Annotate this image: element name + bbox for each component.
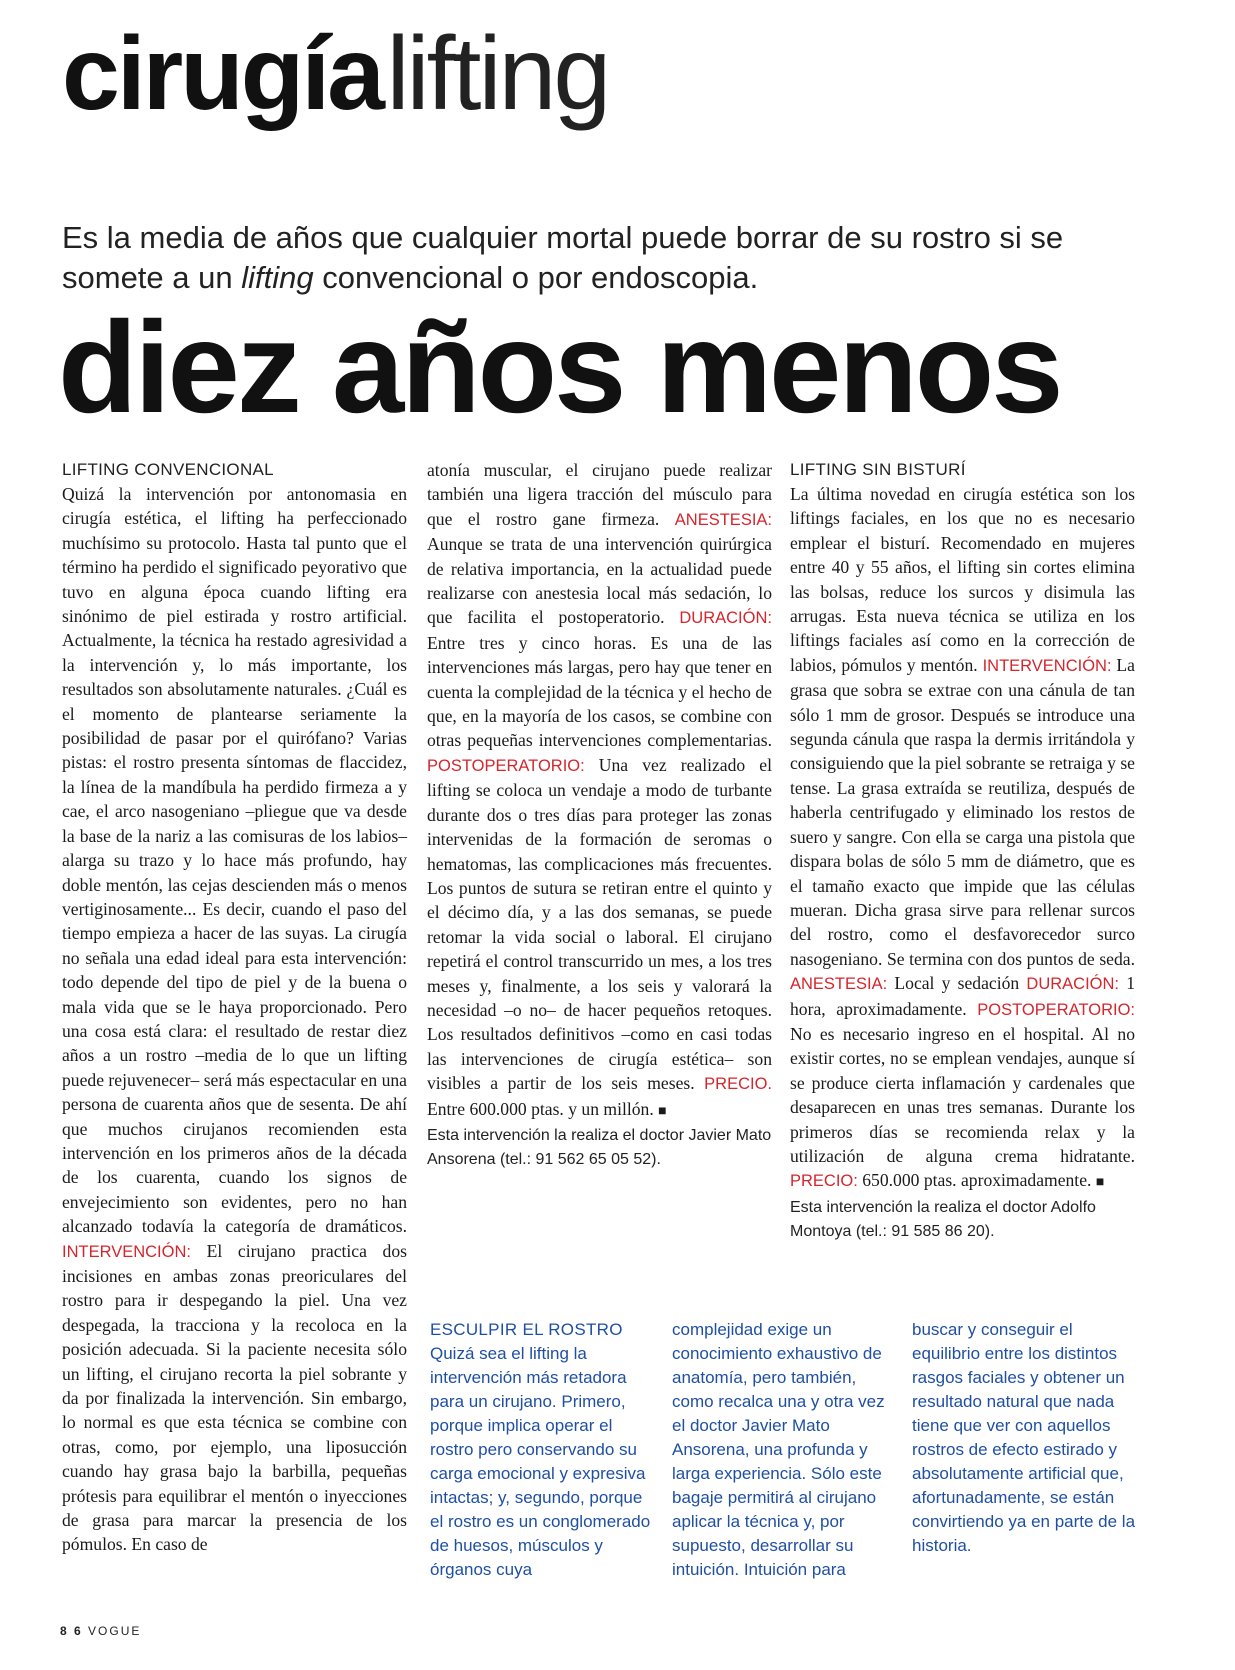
end-mark: ■ (658, 1103, 667, 1119)
subsection-heading: LIFTING SIN BISTURÍ (790, 460, 966, 479)
label-duracion: DURACIÓN: (679, 609, 772, 628)
column-2 (427, 458, 772, 1172)
lead-text-start: Es la media de años que cualquier mortal puede borrar de su rostro si se somete a un (62, 220, 1064, 295)
body-paragraph (62, 482, 407, 1557)
page-number: 8 6 (60, 1624, 83, 1638)
sidebar-column-2 (672, 1318, 902, 1582)
section-title (62, 16, 609, 142)
label-anestesia: ANESTESIA: (674, 510, 772, 529)
sidebar-heading: ESCULPIR EL ROSTRO (430, 1320, 623, 1339)
sidebar-column-3 (912, 1318, 1142, 1558)
label-postoperatorio: POSTOPERATORIO: (427, 756, 585, 775)
body-text: atonía muscular, el cirujano puede realizar también una ligera tracción del músculo para que el rostro gane firmeza. (427, 460, 772, 529)
body-text: 1 hora, aproximadamente. (790, 973, 1135, 1019)
sidebar-text: complejidad exige un conocimiento exhaustivo de anatomía, pero también, como recalca una y otra vez el doctor Javier Mato Ansorena, una profunda y larga experiencia. Sólo este bagaje permitirá al cirujano aplicar la técnica y, por supuesto, desarrollar su intuición. Intuición para (672, 1320, 885, 1579)
contact-note: Esta intervención la realiza el doctor Adolfo Montoya (tel.: 91 585 86 20). (790, 1198, 1096, 1240)
body-text: Aunque se trata de una intervención quirúrgica de relativa importancia, en la actualidad puede realizarse con anestesia local más sedación, lo que facilita el postoperatorio. (427, 534, 772, 628)
body-text: Quizá la intervención por antonomasia en cirugía estética, el lifting ha perfeccionado muchísimo su protocolo. Hasta tal punto que el término ha perdido el significado peyorativo que tuvo en alguna época cuando lifting era sinónimo de piel estirada y rostro artificial. Actualmente, la técnica ha restado agresividad a la intervención y, lo más importante, los resultados son absolutamente naturales. ¿Cuál es el momento de plantearse seriamente la posibilidad de pasar por el quirófano? Varias pistas: el rostro presenta síntomas de flaccidez, la línea de la mandíbula ha perdido firmeza a y cae, el arco nasogeniano –pliegue que va desde la base de la nariz a las comisuras de los labios– alarga su trazo y lo hace más profundo, hay doble mentón, las cejas descienden más o menos vertiginosamente... Es decir, cuando el paso del tiempo empieza a hacer de las suyas. La cirugía no señala una edad ideal para esta intervención: todo depende del tipo de piel y de la buena o mala vida que se le haya proporcionado. Pero una cosa está clara: el resultado de restar diez años a un rostro –media de lo que un lifting puede rejuvenecer– será más espectacular en una persona de cuarenta años que de sesenta. De ahí que muchos cirujanos recomienden esta intervención en los primeros años de la década de los cuarenta, cuando los signos de envejecimiento son evidentes, pero no han alcanzado todavía la categoría de dramáticos. (62, 484, 407, 1237)
label-intervencion: INTERVENCIÓN: (62, 1242, 191, 1261)
column-3 (790, 458, 1135, 1244)
body-paragraph (790, 482, 1135, 1196)
body-text: 650.000 ptas. aproximadamente. (857, 1170, 1092, 1191)
section-title-light: lifting (386, 16, 609, 132)
sidebar-text: Quizá sea el lifting la intervención más retadora para un cirujano. Primero, porque implica operar el rostro pero conservando su carga emocional y expresiva intactas; y, segundo, porque el rostro es un conglomerado de huesos, músculos y órganos cuya (430, 1344, 651, 1579)
label-duracion: DURACIÓN: (1026, 975, 1119, 994)
label-intervencion: INTERVENCIÓN: (982, 656, 1112, 675)
body-text: El cirujano practica dos incisiones en ambas zonas preoriculares del rostro para ir despegando la piel. Una vez despegada, la tracciona y la recoloca en la posición adecuada. Si la paciente necesita sólo un lifting, el cirujano recorta la piel sobrante y da por finalizada la intervención. Sin embargo, lo normal es que esta técnica se combine con otras, como, por ejemplo, una liposucción cuando hay grasa bajo la barbilla, pequeñas prótesis para equilibrar el mentón o inyecciones de grasa para marcar la presencia de los pómulos. En caso de (62, 1240, 407, 1555)
subsection-heading: LIFTING CONVENCIONAL (62, 460, 274, 479)
body-text: Local y sedación (887, 973, 1020, 994)
body-paragraph (427, 458, 772, 1124)
sidebar-text: buscar y conseguir el equilibrio entre los distintos rasgos faciales y obtener un resultado natural que nada tiene que ver con aquellos rostros de efecto estirado y absolutamente artificial que, afortunadamente, se están convirtiendo ya en parte de la historia. (912, 1320, 1136, 1555)
body-text: Entre tres y cinco horas. Es una de las intervenciones más largas, pero hay que tener en cuenta la complejidad de la técnica y el hecho de que, en la mayoría de los casos, se combine con otras pequeñas intervenciones complementarias. (427, 632, 772, 751)
label-precio: PRECIO. (704, 1075, 773, 1094)
section-title-bold: cirugía (62, 16, 382, 132)
label-postoperatorio: POSTOPERATORIO: (977, 1000, 1135, 1019)
body-text: La última novedad en cirugía estética son los liftings faciales, en los que no es necesario emplear el bisturí. Recomendado en mujeres entre 40 y 55 años, el lifting sin cortes elimina las bolsas, reduce los surcos y disimula las arrugas. Esta nueva técnica se utiliza en los liftings faciales así como en la corrección de labios, pómulos y mentón. (790, 484, 1135, 675)
page-footer (60, 1624, 141, 1638)
end-mark: ■ (1095, 1175, 1105, 1191)
article-headline: diez años menos (58, 294, 1061, 440)
lead-text-italic: lifting (241, 260, 314, 295)
body-text: Una vez realizado el lifting se coloca un vendaje a modo de turbante durante dos o tres días para proteger las zonas intervenidas de la formación de seromas o hematomas, las complicaciones más frecuentes. Los puntos de sutura se retiran entre el quinto y el décimo día, y a las dos semanas, se puede retomar la vida social o laboral. El cirujano repetirá el control transcurrido un mes, a los tres meses y, finalmente, a los seis y valorará la necesidad –o no– de hacer pequeños retoques. Los resultados definitivos –como en casi todas las intervenciones de cirugía estética– son visibles a partir de los seis meses. (427, 754, 772, 1094)
magazine-name: VOGUE (88, 1624, 142, 1638)
label-anestesia: ANESTESIA: (790, 975, 888, 994)
body-text: Entre 600.000 ptas. y un millón. (427, 1098, 654, 1119)
column-1 (62, 458, 407, 1557)
body-text: La grasa que sobra se extrae con una cánula de tan sólo 1 mm de grosor. Después se introduce una segunda cánula que raspa la dermis irritándola y consiguiendo que la piel sobrante se retraiga y se tense. La grasa extraída se reutiliza, después de haberla centrifugado y eliminado los restos de suero y sangre. Con ella se carga una pistola que dispara bolas de sólo 5 mm de diámetro, que es el tamaño exacto que impide que las células mueran. Dicha grasa sirve para rellenar surcos del rostro, como el desfavorecedor surco nasogeniano. Se termina con dos puntos de seda. (790, 654, 1135, 969)
body-text: No es necesario ingreso en el hospital. Al no existir cortes, no se emplean vendajes, aunque sí se produce cierta inflamación y cardenales que desaparecen en unas tres semanas. Durante los primeros días se recomienda relax y la utilización de alguna crema hidratante. (790, 1023, 1135, 1166)
contact-note: Esta intervención la realiza el doctor Javier Mato Ansorena (tel.: 91 562 65 05 52). (427, 1126, 772, 1168)
sidebar-column-1 (430, 1318, 660, 1582)
lead-paragraph (62, 218, 1072, 298)
lead-text-end: convencional o por endoscopia. (313, 260, 759, 295)
label-precio: PRECIO: (790, 1172, 858, 1191)
